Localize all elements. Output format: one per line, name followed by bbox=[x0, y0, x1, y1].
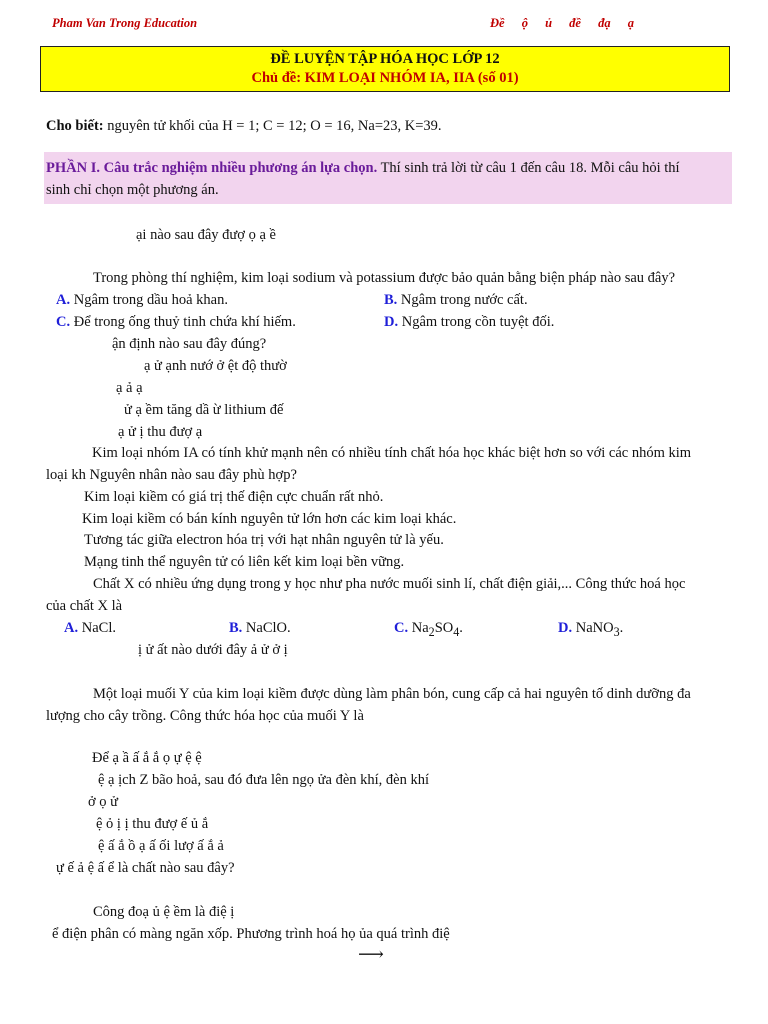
q6-stem-1: Một loại muối Y của kim loại kiềm được dùng làm phân bón, cung cấp cả hai nguyên tố dinh dưỡng đa bbox=[93, 686, 691, 702]
q4-stem-2: của chất X là bbox=[46, 598, 123, 614]
header-brand: Pham Van Trong Education bbox=[52, 16, 198, 30]
q2-stem: ận định nào sau đây đúng? bbox=[112, 336, 267, 352]
q2-line-d: ạ ử ị thu đượ ạ bbox=[118, 424, 203, 440]
q2-line-c: ử ạ ềm tăng dầ ừ lithium đế bbox=[124, 402, 284, 418]
q1-option-d: D. Ngâm trong cồn tuyệt đối. bbox=[384, 314, 555, 330]
title-box bbox=[40, 46, 730, 92]
q3-option-a: Kim loại kiềm có giá trị thế điện cực chuẩn rất nhỏ. bbox=[84, 489, 384, 505]
q1-option-b: B. Ngâm trong nước cất. bbox=[384, 292, 528, 308]
q1-option-a: A. Ngâm trong dầu hoả khan. bbox=[56, 292, 228, 308]
reaction-arrow: ⟶ bbox=[358, 944, 384, 964]
q4-option-a: A. NaCl. bbox=[64, 620, 116, 636]
page-title: ĐỀ LUYỆN TẬP HÓA HỌC LỚP 12 bbox=[270, 51, 500, 67]
given-label: Cho biết: bbox=[46, 118, 104, 134]
q8-stem-1: Công đoạ ủ ệ ềm là điệ ị bbox=[93, 904, 235, 920]
q4-option-b: B. NaClO. bbox=[229, 620, 291, 636]
q2-line-a: ạ ử ạnh nướ ở ệt độ thườ bbox=[144, 358, 287, 374]
q3-stem-2: loại kh Nguyên nhân nào sau đây phù hợp? bbox=[46, 467, 297, 483]
q1-stem-fragment: ại nào sau đây đượ ọ ạ ề bbox=[136, 227, 276, 243]
q3-option-d: Mạng tinh thể nguyên tử có liên kết kim loại bền vững. bbox=[84, 554, 405, 570]
q7-stem-2: ệ ạ ịch Z bão hoả, sau đó đưa lên ngọ ửa đèn khí, đèn khí bbox=[98, 772, 430, 788]
q7-stem-3: ở ọ ử bbox=[88, 794, 119, 810]
given-line bbox=[46, 118, 442, 135]
given-text: nguyên tử khối của H = 1; C = 12; O = 16, Na=23, K=39. bbox=[103, 118, 442, 134]
q3-stem-1: Kim loại nhóm IA có tính khử mạnh nên có nhiều tính chất hóa học khác biệt hơn so với các nhóm kim bbox=[92, 445, 692, 461]
section-label: PHẦN I. Câu trắc nghiệm nhiều phương án lựa chọn. bbox=[46, 160, 378, 176]
section-text-1: Thí sinh trả lời từ câu 1 đến câu 18. Mỗi câu hỏi thí bbox=[377, 160, 680, 176]
q2-line-b: ạ ả ạ bbox=[116, 380, 143, 396]
q4-option-d: D. NaNO$_3$. bbox=[558, 620, 624, 639]
section-text-2: sinh chỉ chọn một phương án. bbox=[46, 182, 219, 198]
q8-stem-2: ể điện phân có màng ngăn xốp. Phương trình hoá họ ủa quá trình điệ bbox=[52, 926, 450, 942]
q6-stem-2: lượng cho cây trồng. Công thức hóa học của muối Y là bbox=[46, 708, 364, 724]
q7-stem-6: ự ế ả ệ ấ ể là chất nào sau đây? bbox=[56, 860, 235, 876]
page-subtitle: Chủ đề: KIM LOẠI NHÓM IA, IIA (số 01) bbox=[251, 70, 519, 86]
header-right: Đề ộ ủ đề đạ ạ bbox=[490, 16, 634, 30]
q4-option-c: C. $Na_2SO_4$. bbox=[394, 620, 463, 639]
q7-stem-5: ệ ấ ắ ồ ạ ấ ối lượ ấ ắ ả bbox=[98, 838, 224, 854]
q5-stem: ị ử ất nào dưới đây ả ử ở ị bbox=[138, 642, 288, 658]
q7-stem-4: ệ ỏ ị ị thu đượ ế ủ ắ bbox=[96, 816, 209, 832]
q1-option-c: C. Để trong ống thuỷ tinh chứa khí hiếm. bbox=[56, 314, 296, 330]
section-line-1 bbox=[46, 160, 680, 177]
q3-option-c: Tương tác giữa electron hóa trị với hạt nhân nguyên tử là yếu. bbox=[84, 532, 444, 548]
q4-stem-1: Chất X có nhiều ứng dụng trong y học như pha nước muối sinh lí, chất điện giải,... Công thức hoá học bbox=[93, 576, 686, 592]
q7-stem-1: Để ạ ầ ấ ắ ắ ọ ự ệ ệ bbox=[92, 750, 202, 766]
q3-option-b: Kim loại kiềm có bán kính nguyên tử lớn hơn các kim loại khác. bbox=[82, 511, 457, 527]
q1-stem: Trong phòng thí nghiệm, kim loại sodium và potassium được bảo quản bằng biện pháp nào sau đây? bbox=[93, 270, 676, 286]
